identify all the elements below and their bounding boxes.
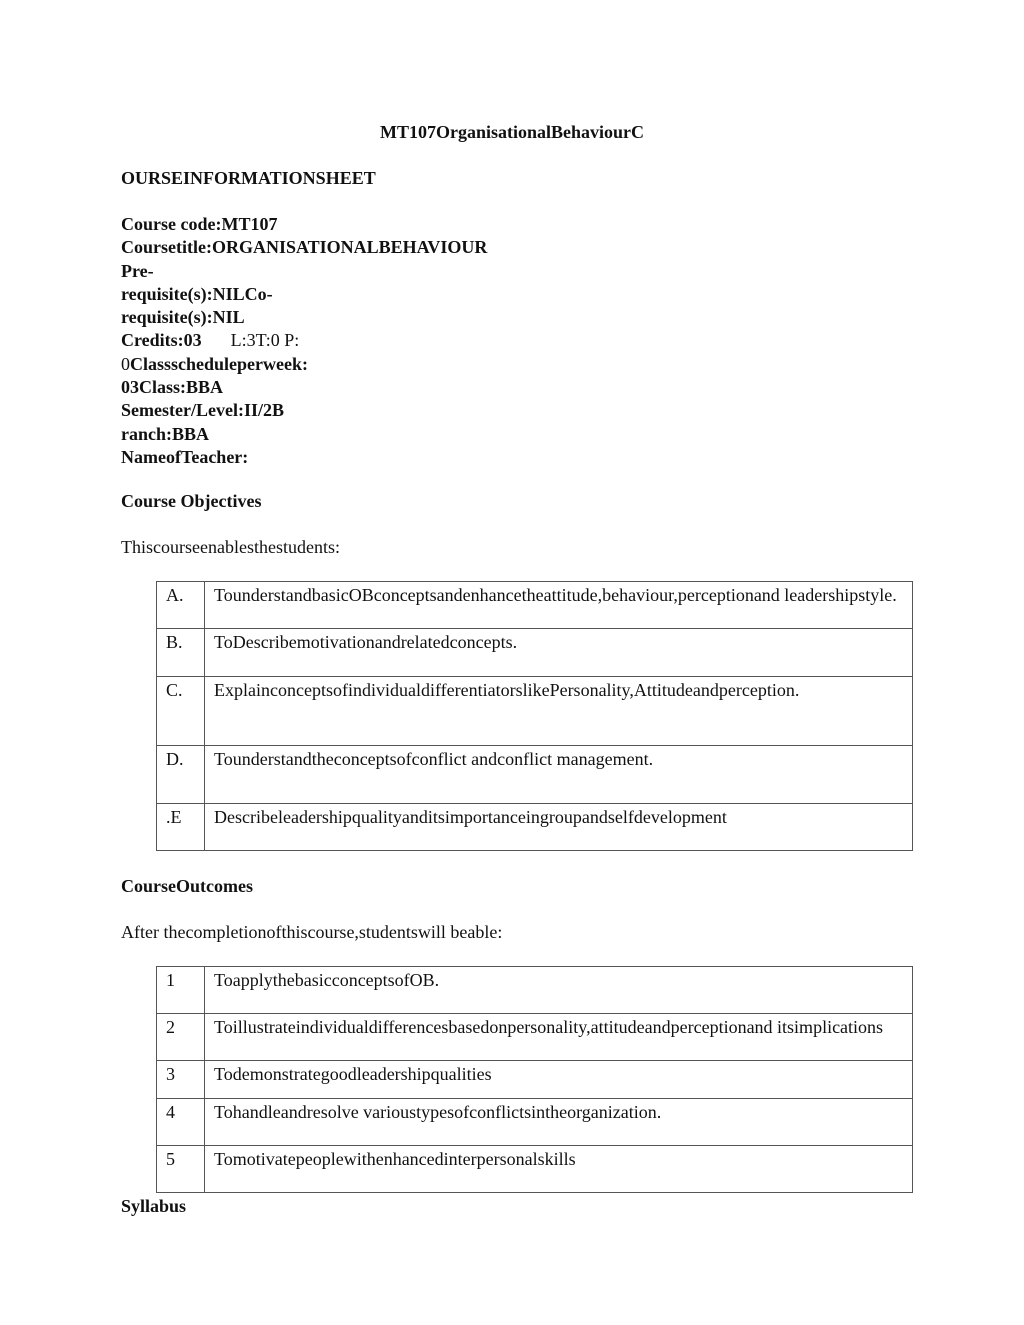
outcome-code: 3	[157, 1061, 205, 1099]
info-semester-level: Semester/Level:II/2B	[121, 400, 284, 421]
table-row	[157, 746, 913, 804]
objective-text: TounderstandbasicOBconceptsandenhancetheattitude,behaviour,perceptionand leadershipstyle.	[205, 582, 913, 629]
info-course-code: Course code:MT107	[121, 214, 278, 234]
table-row	[157, 677, 913, 746]
objective-text: Tounderstandtheconceptsofconflict andconflict management.	[205, 746, 913, 804]
outcome-code: 4	[157, 1099, 205, 1146]
info-course-title: Coursetitle:ORGANISATIONALBEHAVIOUR	[121, 237, 488, 258]
syllabus-heading: Syllabus	[121, 1196, 187, 1216]
objective-code: .E	[157, 804, 205, 851]
outcome-text: Tohandleandresolve varioustypesofconflictsintheorganization.	[205, 1099, 913, 1146]
objective-code: B.	[157, 629, 205, 677]
info-corequisite: requisite(s):NIL	[121, 307, 245, 328]
outcomes-table	[156, 966, 913, 1193]
table-row	[157, 804, 913, 851]
info-prerequisite-start: Pre-	[121, 260, 154, 281]
objective-code: C.	[157, 677, 205, 746]
course-info-block	[121, 213, 487, 469]
document-title: MT107OrganisationalBehaviourC	[379, 122, 644, 142]
info-branch: ranch:BBA	[121, 423, 210, 444]
outcome-code: 1	[157, 967, 205, 1014]
table-row	[157, 1146, 913, 1193]
table-row	[157, 1014, 913, 1061]
objectives-table	[156, 581, 913, 851]
outcome-text: Tomotivatepeoplewithenhancedinterpersonalskills	[205, 1146, 913, 1193]
info-class: 03Class:BBA	[121, 377, 224, 398]
outcomes-heading: CourseOutcomes	[121, 876, 253, 896]
table-row	[157, 1099, 913, 1146]
objectives-heading: Course Objectives	[121, 491, 262, 511]
objectives-intro: Thiscourseenablesthestudents:	[121, 537, 340, 557]
objective-text: ToDescribemotivationandrelatedconcepts.	[205, 629, 913, 677]
table-row	[157, 629, 913, 677]
outcome-code: 2	[157, 1014, 205, 1061]
outcome-code: 5	[157, 1146, 205, 1193]
outcome-text: Todemonstrategoodleadershipqualities	[205, 1061, 913, 1099]
table-row	[157, 582, 913, 629]
objective-code: A.	[157, 582, 205, 629]
info-class-schedule: 0Classscheduleperweek:	[121, 353, 308, 374]
outcome-text: ToapplythebasicconceptsofOB.	[205, 967, 913, 1014]
outcomes-intro: After thecompletionofthiscourse,studentswill beable:	[121, 922, 503, 942]
table-row	[157, 967, 913, 1014]
sheet-heading: OURSEINFORMATIONSHEET	[121, 168, 376, 188]
table-row	[157, 1061, 913, 1099]
objective-text: Describeleadershipqualityanditsimportanceingroupandselfdevelopment	[205, 804, 913, 851]
objective-text: ExplainconceptsofindividualdifferentiatorslikePersonality,Attitudeandperception.	[205, 677, 913, 746]
info-teacher-name: NameofTeacher:	[121, 446, 249, 467]
outcome-text: Toillustrateindividualdifferencesbasedonpersonality,attitudeandperceptionand itsimplications	[205, 1014, 913, 1061]
info-prerequisite: requisite(s):NILCo-	[121, 283, 273, 304]
objective-code: D.	[157, 746, 205, 804]
info-credits: Credits:03 L:3T:0 P:	[121, 330, 300, 351]
